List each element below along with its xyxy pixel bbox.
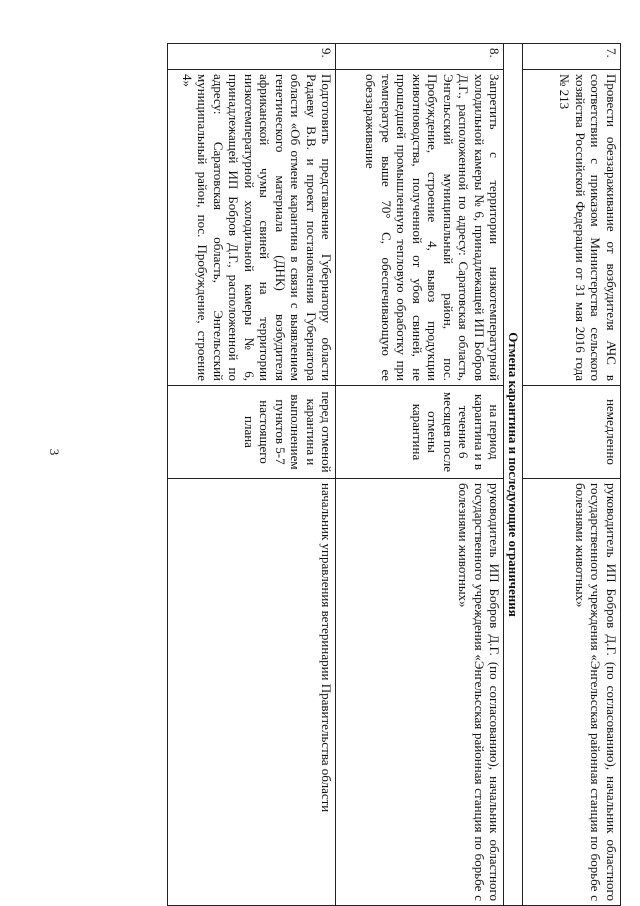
responsible-cell: руководитель ИП Бобров Д.Г. (по согласованию), начальник областного государственного учреждения «Энгельсская районная станция по борьбе с болезнями животных» (336, 479, 504, 906)
section-heading: Отмена карантина и последующие ограничения (504, 44, 523, 906)
plan-table (168, 43, 622, 906)
term-cell: немедленно (523, 386, 621, 479)
action-cell: Подготовить представление Губернатору области Радаеву В.В. и проект постановления Губернатора области «Об отмене карантина в связи с выявлением генетического материала (ДНК) возбудителя африканской чумы свиней на территории низкотемпературной холодильной камеры № 6, принадлежащей ИП Бобров Д.Г., расположенной по адресу: Саратовская область, Энгельсский муниципальный район, пос. Пробуждение, строение 4» (168, 70, 336, 386)
rotated-table-area (85, 43, 621, 905)
action-cell: Запретить с территории низкотемпературной холодильной камеры № 6, принадлежащей ИП Бобров Д.Г., расположенной по адресу: Саратовская область, Энгельсский муниципальный район, пос. Пробуждение, строение 4, вывоз продукции животноводства, полученной от убоя свиней, не прошедшей промышленную тепловую обработку при температуре выше 70° С, обеспечивающую ее обеззараживание (336, 70, 504, 386)
section-row (504, 44, 523, 906)
table-row (168, 44, 336, 906)
responsible-cell: начальник управления ветеринарии Правительства области (168, 479, 336, 906)
page-number: 3 (47, 448, 62, 456)
row-number: 8. (336, 44, 504, 70)
table-row (336, 44, 504, 906)
responsible-cell: руководитель ИП Бобров Д.Г. (по согласованию), начальник областного государственного учреждения «Энгельсская районная станция по борьбе с болезнями животных» (523, 479, 621, 906)
table-row (523, 44, 621, 906)
table-rotation-wrapper (85, 43, 621, 905)
row-number: 7. (523, 44, 621, 70)
action-cell: Провести обеззараживание от возбудителя АЧС в соответствии с приказом Министерства сельского хозяйства Российской Федерации от 31 мая 2016 года № 213 (523, 70, 621, 386)
term-cell: на период карантина и в течение 6 месяцев после отмены карантина (336, 386, 504, 479)
row-number: 9. (168, 44, 336, 70)
term-cell: перед отменой карантина и выполнением пунктов 5-7 настоящего плана (168, 386, 336, 479)
